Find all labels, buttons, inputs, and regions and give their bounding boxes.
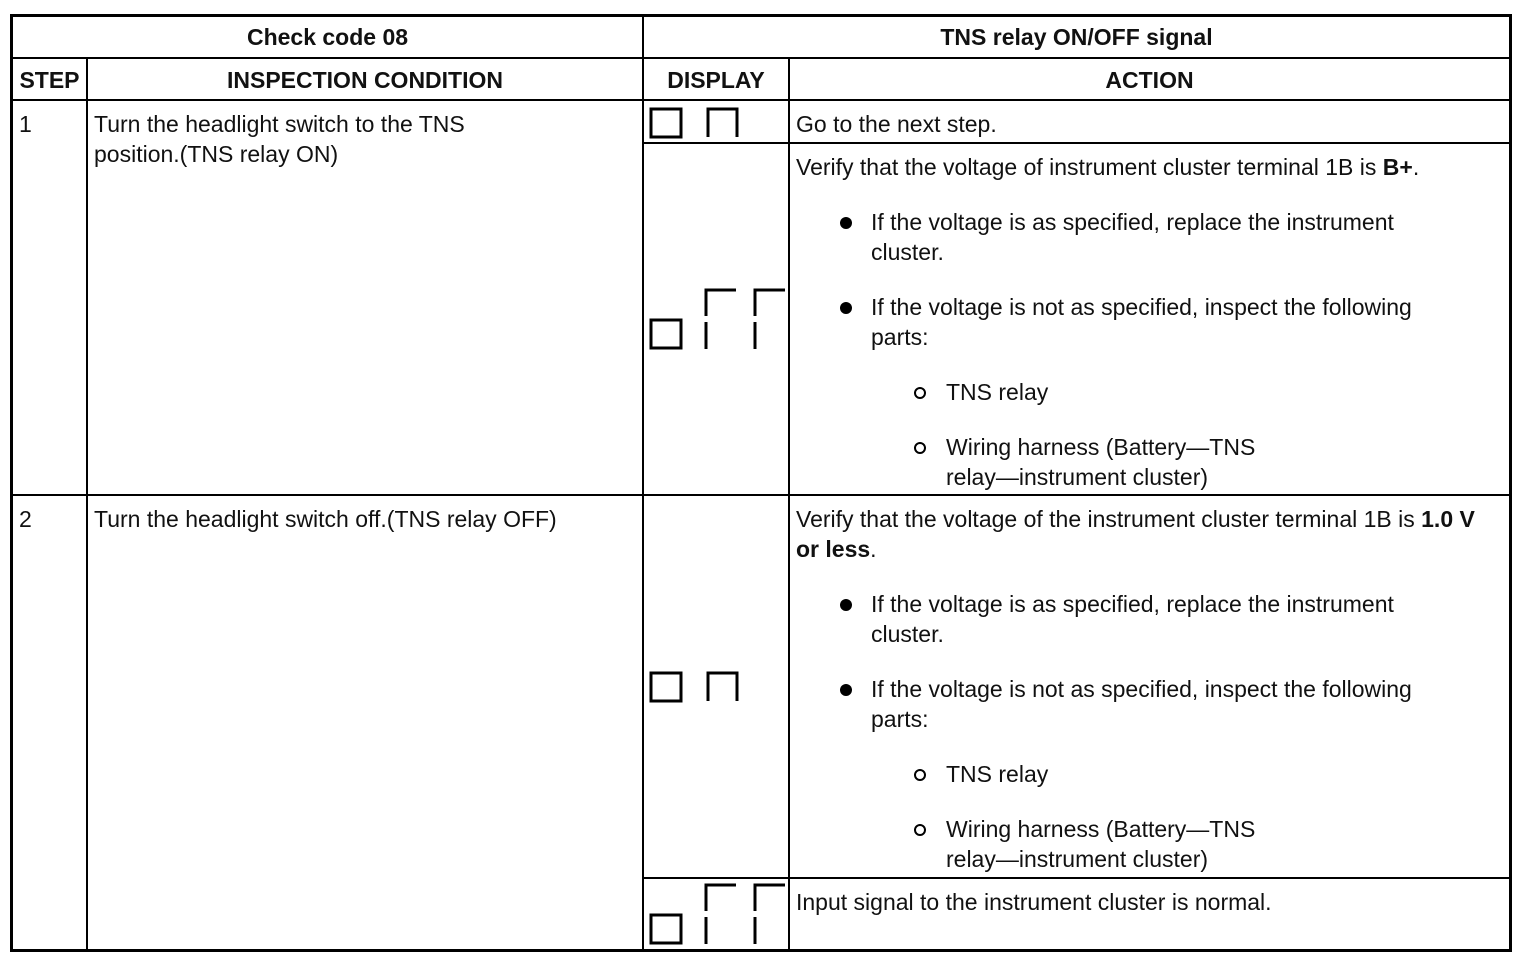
list-item: If the voltage is as specified, replace the instrument cluster. <box>796 207 1499 267</box>
action-value: B+ <box>1382 154 1413 180</box>
lcd-display-off-icon <box>648 882 788 946</box>
list-item: TNS relay <box>796 759 1499 789</box>
lcd-display-off-icon <box>648 287 788 351</box>
inspection-condition: Turn the headlight switch to the TNS position.(TNS relay ON) <box>94 111 465 167</box>
action-text: Input signal to the instrument cluster is normal. <box>796 889 1272 915</box>
signal-title: TNS relay ON/OFF signal <box>940 24 1213 50</box>
sub-list <box>796 759 1499 874</box>
action-block <box>790 144 1505 492</box>
bullet-list <box>796 589 1499 734</box>
list-item: TNS relay <box>796 377 1499 407</box>
list-item: Wiring harness (Battery—TNS relay—instrument cluster) <box>796 814 1499 874</box>
bullet-list <box>796 207 1499 352</box>
column-header-action: ACTION <box>1105 67 1194 93</box>
sub-list <box>796 377 1499 492</box>
action-value: 1.0 V or less <box>796 506 1475 562</box>
action-text <box>796 152 1499 182</box>
action-block <box>790 496 1505 874</box>
step-number: 2 <box>19 506 32 532</box>
action-tail: . <box>870 536 877 562</box>
list-item: If the voltage is not as specified, inspect the following parts: <box>796 292 1499 352</box>
column-header-display: DISPLAY <box>667 67 765 93</box>
step-number: 1 <box>19 111 32 137</box>
lcd-display-on-icon <box>648 106 743 140</box>
check-code-title: Check code 08 <box>246 24 409 50</box>
action-lead: Verify that the voltage of instrument cluster terminal 1B is <box>796 154 1383 180</box>
action-text: Go to the next step. <box>796 111 997 137</box>
action-lead: Verify that the voltage of the instrument cluster terminal 1B is <box>796 506 1422 532</box>
v-line-condition <box>642 14 644 950</box>
list-item: Wiring harness (Battery—TNS relay—instrument cluster) <box>796 432 1499 492</box>
column-header-step: STEP <box>19 67 80 93</box>
list-item: If the voltage is not as specified, inspect the following parts: <box>796 674 1499 734</box>
list-item: If the voltage is as specified, replace the instrument cluster. <box>796 589 1499 649</box>
action-tail: . <box>1412 154 1420 180</box>
action-text <box>796 504 1499 564</box>
column-header-condition: INSPECTION CONDITION <box>226 67 503 93</box>
lcd-display-on-icon <box>648 670 743 704</box>
inspection-condition: Turn the headlight switch off.(TNS relay OFF) <box>94 506 557 532</box>
